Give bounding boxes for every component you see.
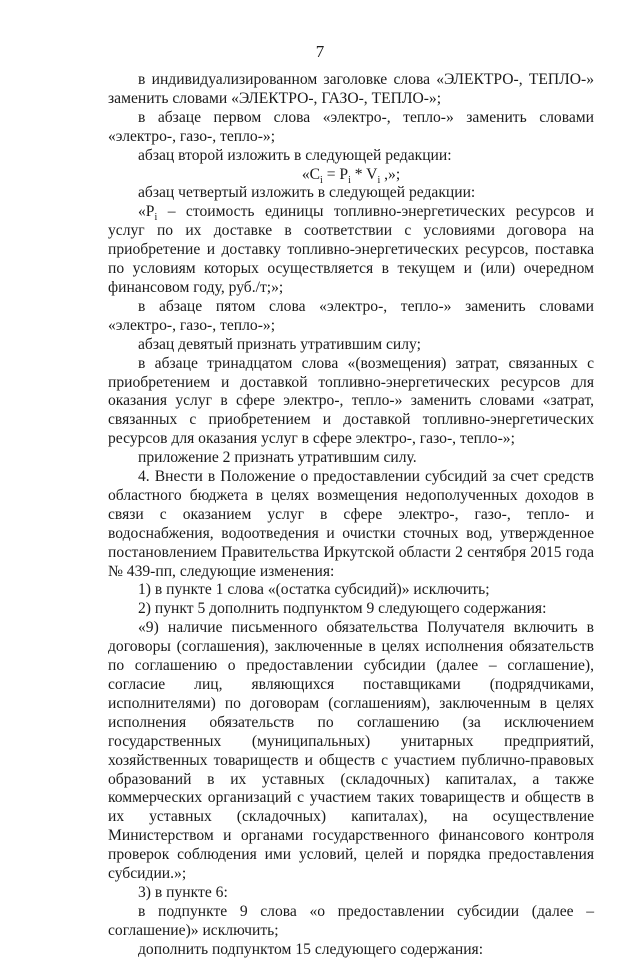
paragraph-first-abzac: в абзаце первом слова «электро-, тепло-» заменить словами «электро-, газо-, тепло-»; — [108, 108, 594, 145]
paragraph-second-abzac: абзац второй изложить в следующей редакции: — [138, 146, 452, 164]
paragraph-thirteenth-abzac: в абзаце тринадцатом слова «(возмещения) затрат, связанных с приобретением и доставкой топливно-энергетических ресурсов для оказания услуг в сфере электро-, тепло-» заменить словами «затрат, связанных с приобретением и доставкой топливно-энергетических ресурсов для оказания услуг в сфере электро-, газо-, тепло-»; — [108, 354, 594, 448]
formula-c: «$C_i = P_i * V_i$ ,»; — [301, 165, 401, 186]
paragraph-appendix: приложение 2 признать утратившим силу. — [138, 449, 417, 467]
paragraph-subitem-9-text: «9) наличие письменного обязательства Получателя включить в договоры (соглашения), заключенные в целях исполнения обязательств по соглашению о предоставлении субсидии (далее – соглашение), согласие лиц, являющихся поставщиками (подрядчиками, исполнителями) по договорам (соглашениям), заключенным в целях исполнения обязательств по соглашению (за исключением государственных (муниципальных) унитарных предприятий, хозяйственных товариществ и обществ с участием публично-правовых образований в их уставных (складочных) капиталах, а также коммерческих организаций с участием таких товариществ и обществ в их уставных (складочных) капиталах), на осуществление Министерством и органами государственного финансового контроля проверок соблюдения ими условий, целей и порядка предоставления субсидии.»; — [108, 619, 594, 883]
paragraph-heading-rename: в индивидуализированном заголовке слова «ЭЛЕКТРО-, ТЕПЛО-» заменить словами «ЭЛЕКТРО-, ГАЗО-, ТЕПЛО-»; — [108, 71, 594, 107]
paragraph-fifth-abzac: в абзаце пятом слова «электро-, тепло-» заменить словами «электро-, газо-, тепло-»; — [108, 297, 594, 334]
paragraph-subitem-2: 2) пункт 5 дополнить подпунктом 9 следующего содержания: — [138, 600, 547, 618]
paragraph-subitem-15: дополнить подпунктом 15 следующего содержания: — [138, 940, 484, 958]
paragraph-fourth-abzac: абзац четвертый изложить в следующей редакции: — [138, 184, 476, 202]
paragraph-subitem-1: 1) в пункте 1 слова «(остатка субсидий)» исключить; — [138, 581, 490, 599]
paragraph-subitem-3-detail: в подпункте 9 слова «о предоставлении субсидии (далее – соглашение)» исключить; — [108, 902, 594, 939]
paragraph-item-4: 4. Внести в Положение о предоставлении субсидий за счет средств областного бюджета в целях возмещения недополученных доходов в связи с оказанием услуг в сфере электро-, газо-, тепло- и водоснабжения, водоотведения и очистки сточных вод, утвержденное постановлением Правительства Иркутской области 2 сентября 2015 года № 439-пп, следующие изменения: — [108, 468, 594, 580]
paragraph-pi-definition: «$P_i$ – стоимость единицы топливно-энергетических ресурсов и услуг по их доставке в соответствии с условиями договора на приобретение и доставку топливно-энергетических ресурсов, поставка по условиям которых осуществляется в текущем и (или) очередном финансовом году, руб./т;»; — [108, 203, 594, 296]
paragraph-subitem-3: 3) в пункте 6: — [138, 883, 228, 901]
page-number: 7 — [315, 42, 325, 61]
body-text — [108, 71, 594, 960]
paragraph-ninth-abzac: абзац девятый признать утратившим силу; — [138, 335, 421, 353]
